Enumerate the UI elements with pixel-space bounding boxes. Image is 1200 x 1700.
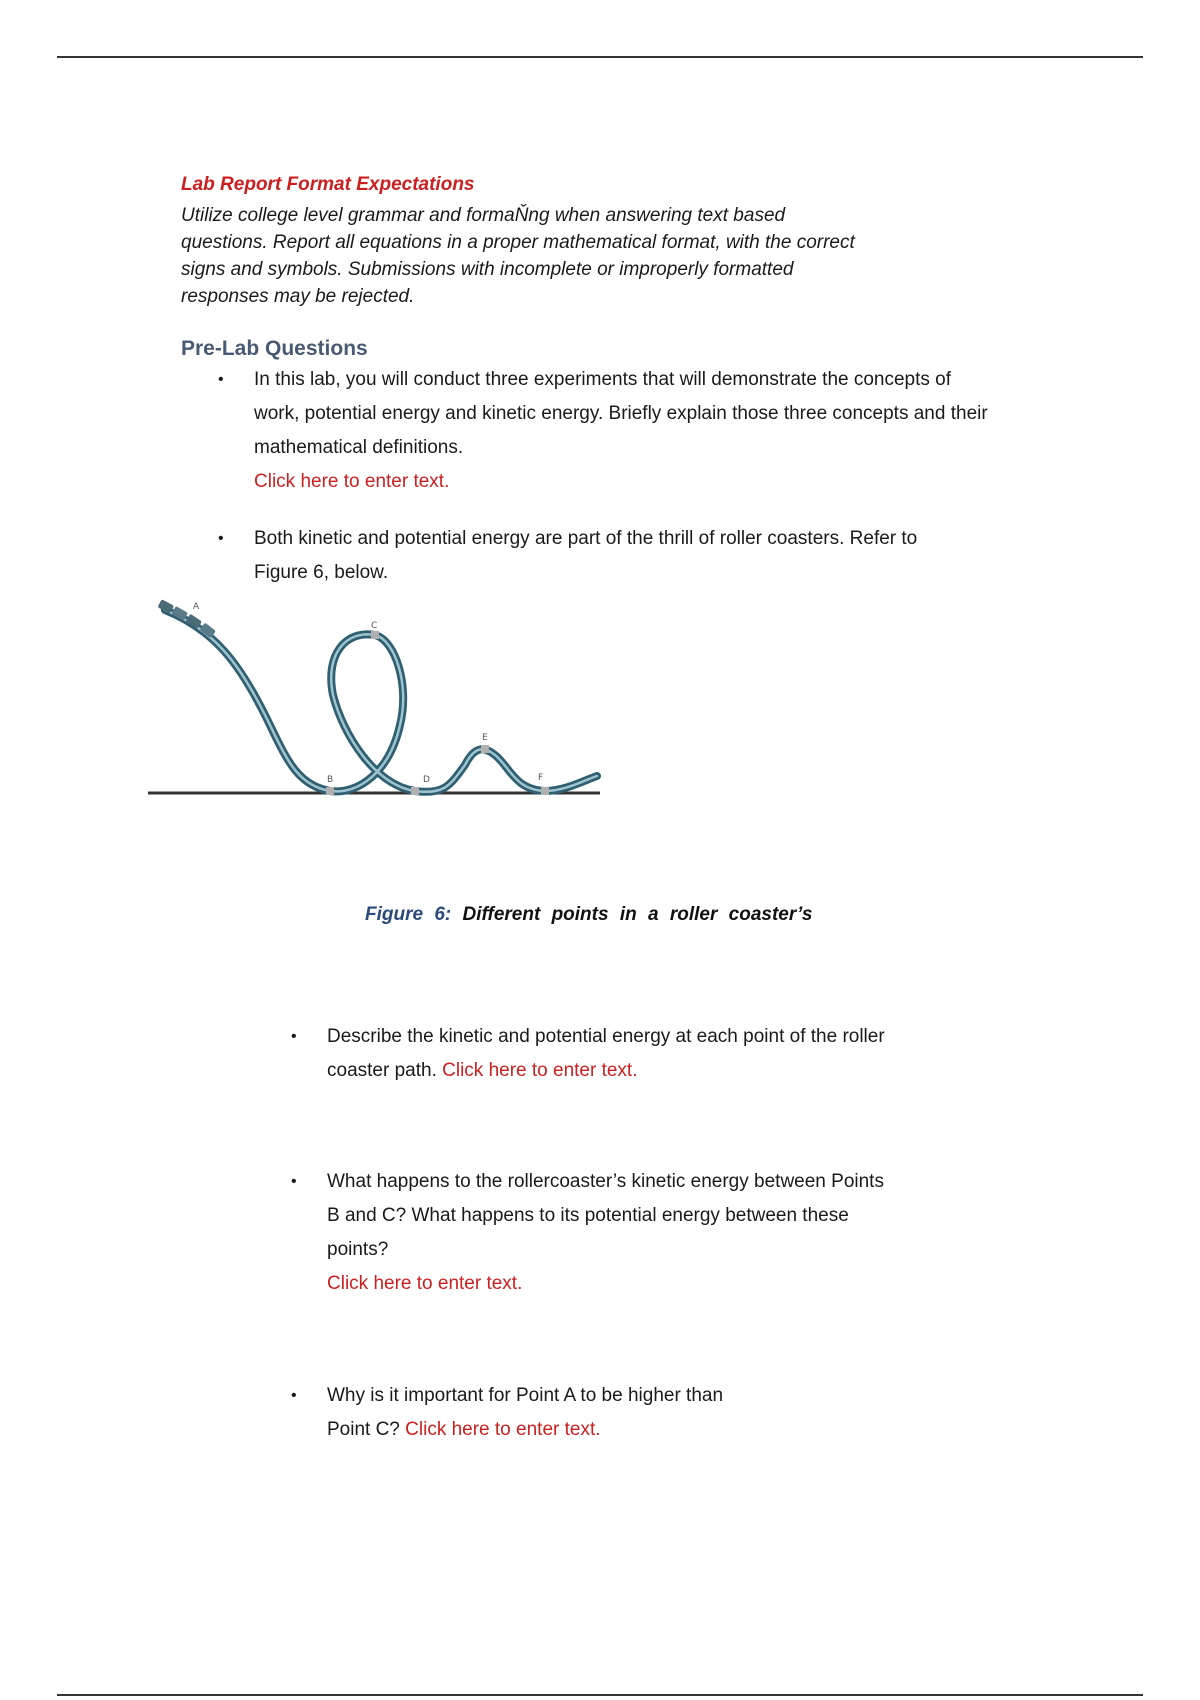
point-label-a: A [193, 602, 200, 612]
point-label-c: C [371, 621, 378, 631]
question-line: B and C? What happens to its potential energy between these [327, 1205, 849, 1226]
figure-caption [365, 904, 812, 926]
question-line: coaster path. [327, 1060, 437, 1081]
question-line: Describe the kinetic and potential energy at each point of the roller [327, 1026, 885, 1047]
prelab-question-1 [218, 363, 1054, 499]
question-line: work, potential energy and kinetic energy. Briefly explain those three concepts and their [254, 403, 988, 424]
bullet: • [291, 1028, 297, 1045]
point-markers [326, 631, 549, 795]
prelab-question-5 [291, 1379, 967, 1447]
question-line: Figure 6, below. [254, 562, 389, 583]
question-line: Both kinetic and potential energy are part of the thrill of roller coasters. Refer to [254, 528, 918, 549]
point-label-d: D [423, 775, 430, 785]
prelab-question-2 [218, 522, 1054, 590]
question-line: mathematical definitions. [254, 437, 464, 458]
point-label-e: E [482, 733, 488, 743]
bullet: • [291, 1173, 297, 1190]
format-expectations-title: Lab Report Format Expectations [181, 174, 475, 195]
format-line: responses may be rejected. [181, 286, 415, 307]
roller-coaster-figure [145, 595, 605, 805]
format-line: Utilize college level grammar and formaŇng when answering text based [181, 205, 786, 226]
figure-caption-label: Figure 6: [365, 904, 452, 925]
page-bottom-rule [57, 1694, 1143, 1696]
bullet: • [218, 530, 224, 547]
answer-field-q3[interactable]: Click here to enter text. [442, 1060, 638, 1081]
question-line: In this lab, you will conduct three experiments that will demonstrate the concepts of [254, 369, 952, 390]
format-line: signs and symbols. Submissions with incomplete or improperly formatted [181, 259, 794, 280]
answer-field-q4[interactable]: Click here to enter text. [327, 1273, 523, 1294]
bullet: • [291, 1387, 297, 1404]
point-label-b: B [327, 775, 334, 785]
prelab-heading: Pre-Lab Questions [181, 337, 368, 360]
answer-field-q5[interactable]: Click here to enter text. [405, 1419, 601, 1440]
figure-caption-text: Different points in a roller coaster’s [462, 904, 813, 925]
question-line: points? [327, 1239, 389, 1260]
page-top-rule [57, 56, 1143, 58]
prelab-question-4 [291, 1165, 967, 1301]
question-line: Why is it important for Point A to be higher than [327, 1385, 724, 1406]
format-expectations-body [181, 202, 941, 310]
question-line: Point C? [327, 1419, 400, 1440]
format-line: questions. Report all equations in a proper mathematical format, with the correct [181, 232, 855, 253]
question-line: What happens to the rollercoaster’s kinetic energy between Points [327, 1171, 884, 1192]
prelab-question-3 [291, 1020, 967, 1088]
coaster-track [165, 610, 597, 792]
answer-field-q1[interactable]: Click here to enter text. [254, 471, 450, 492]
point-label-f: F [538, 773, 544, 783]
bullet: • [218, 371, 224, 388]
